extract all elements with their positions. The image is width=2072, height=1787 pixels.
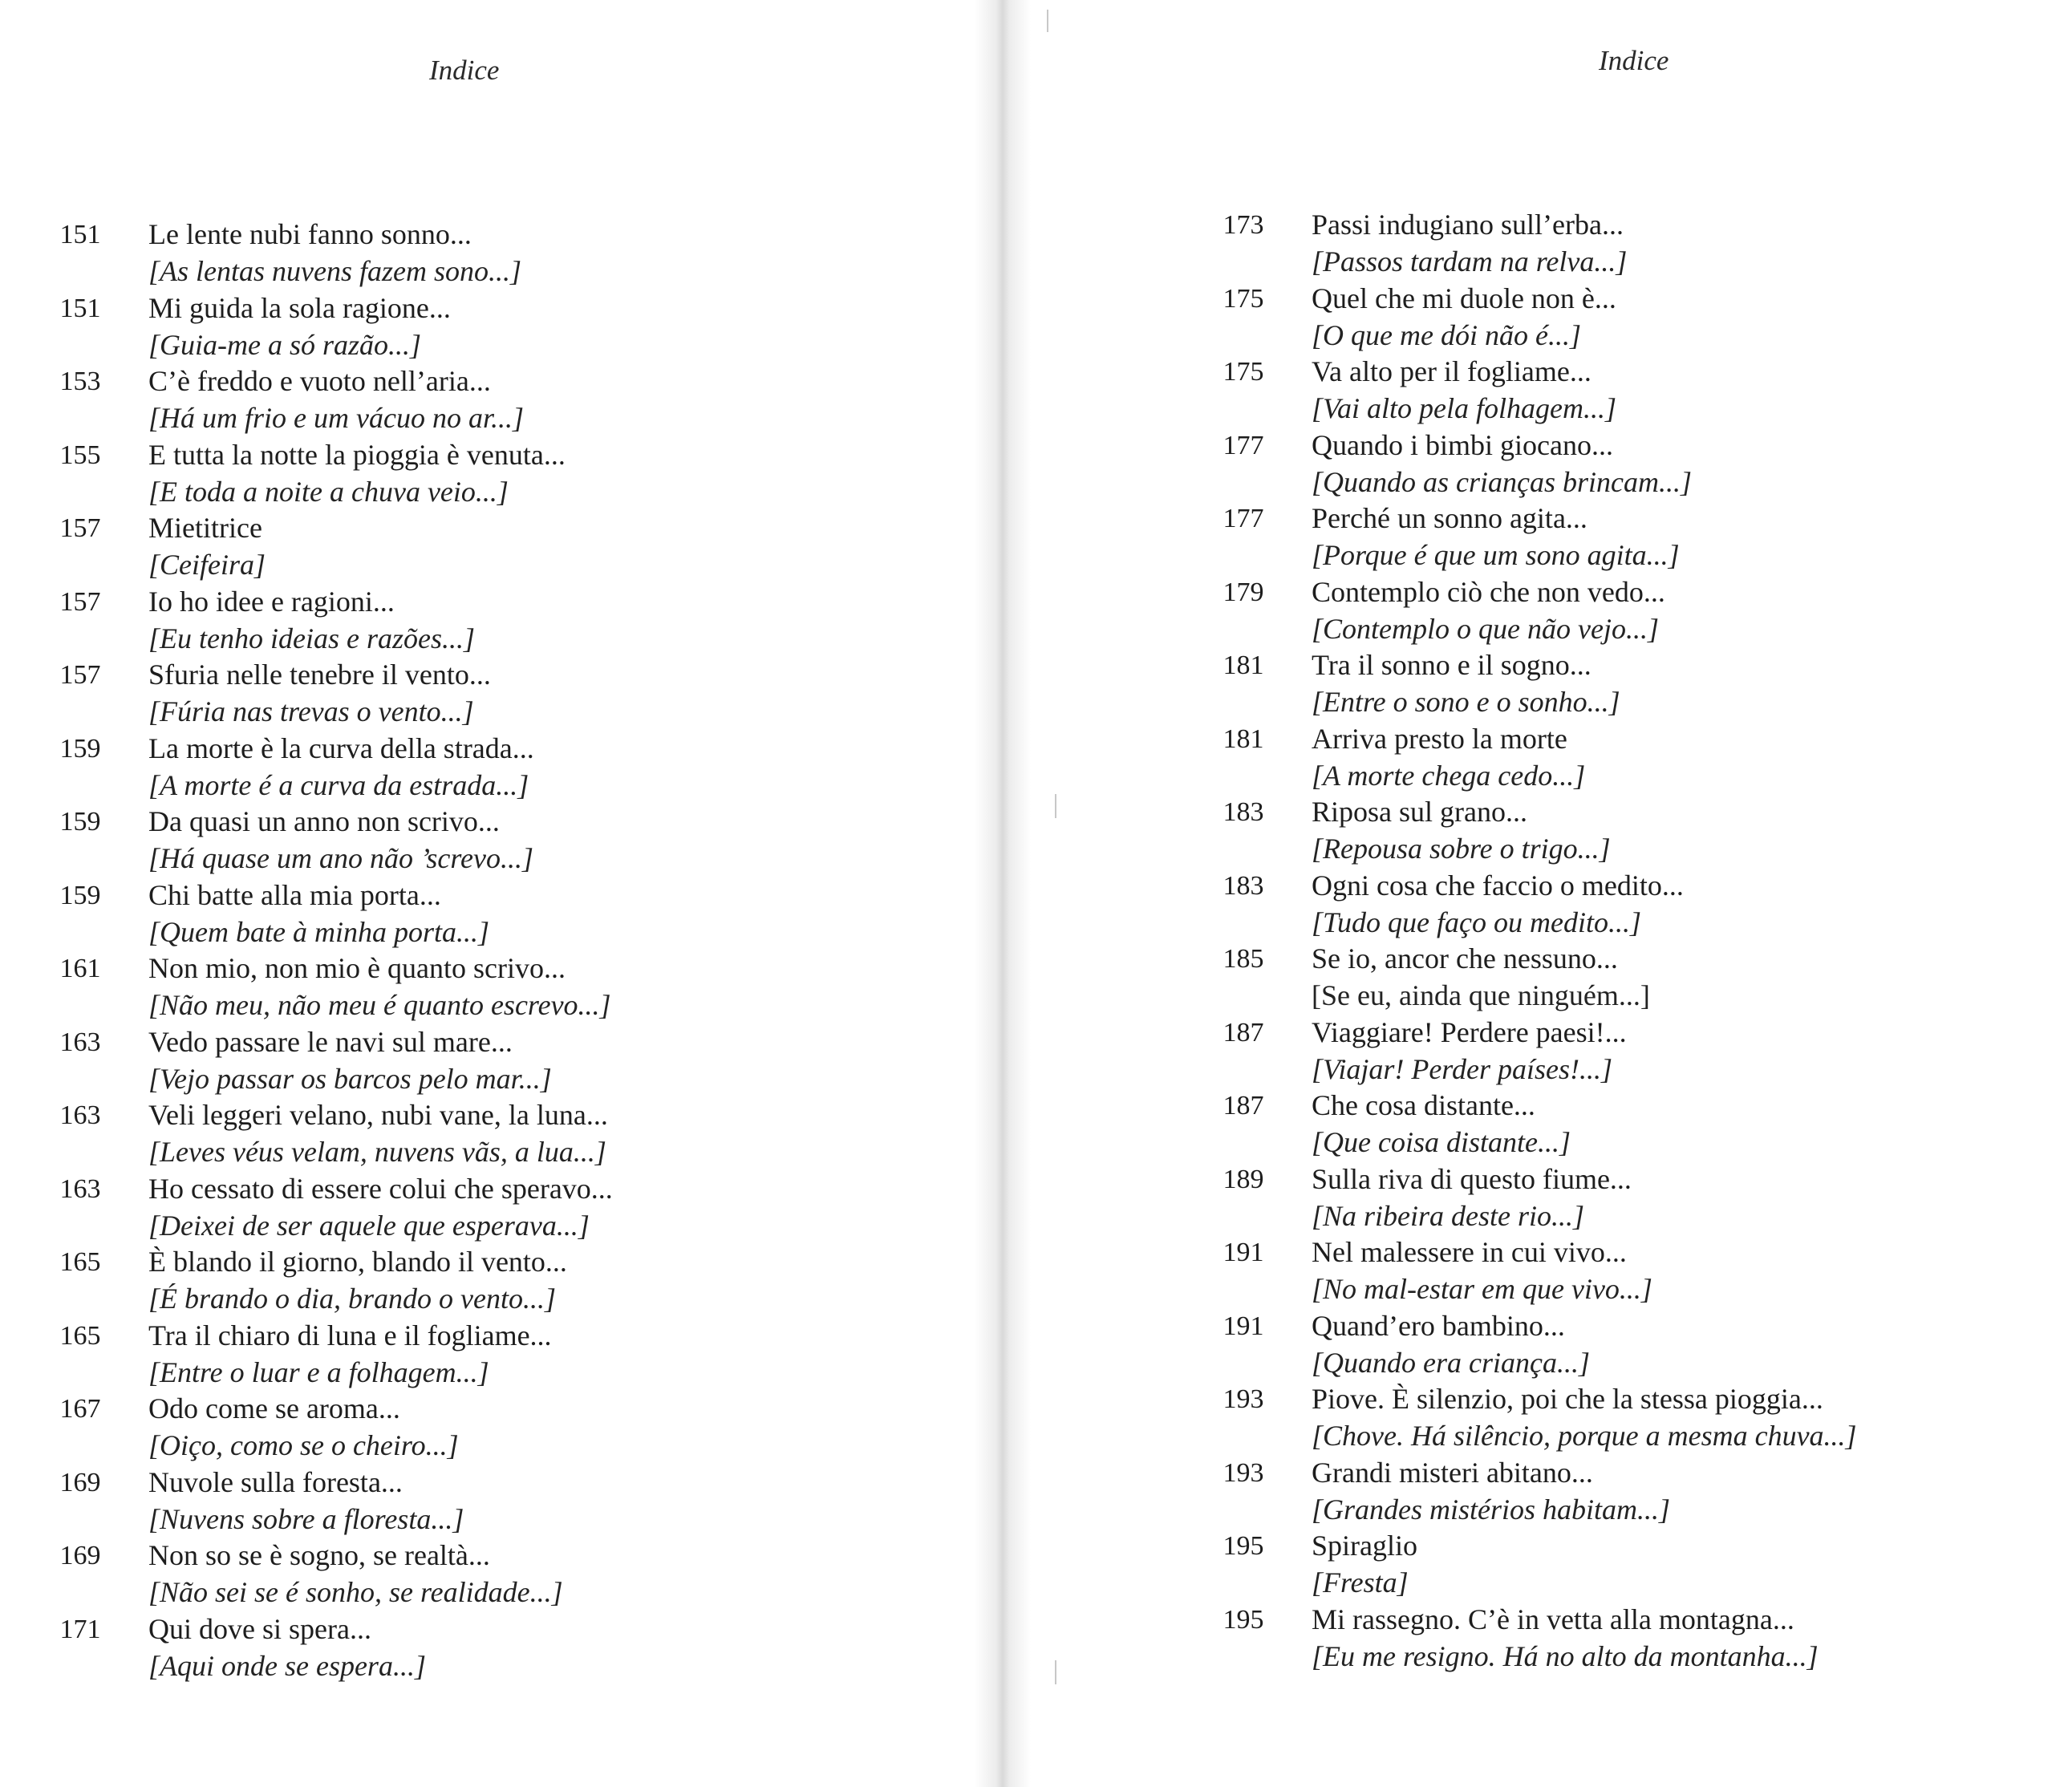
- italian-title: Mi guida la sola ragione...: [148, 291, 451, 324]
- portuguese-original: [Fúria nas trevas o vento...]: [148, 695, 474, 727]
- italian-title: Ogni cosa che faccio o medito...: [1312, 869, 1684, 902]
- portuguese-original: [Entre o luar e a folhagem...]: [148, 1355, 489, 1388]
- page-number: 167: [59, 1394, 101, 1424]
- italian-title: Che cosa distante...: [1312, 1089, 1535, 1121]
- portuguese-original: [Ceifeira]: [148, 549, 266, 581]
- italian-title: Quand’ero bambino...: [1312, 1309, 1565, 1342]
- portuguese-original: [Aqui onde se espera...]: [148, 1649, 426, 1682]
- page-number: 191: [1223, 1238, 1264, 1267]
- italian-title: Tra il chiaro di luna e il fogliame...: [148, 1319, 552, 1351]
- page-number: 159: [59, 733, 101, 764]
- italian-title: Le lente nubi fanno sonno...: [148, 218, 472, 250]
- italian-title: Riposa sul grano...: [1312, 796, 1527, 828]
- portuguese-original: [Fresta]: [1312, 1566, 1409, 1599]
- page-number: 181: [1223, 650, 1264, 680]
- page-number: 159: [59, 880, 101, 910]
- portuguese-original: [Porque é que um sono agita...]: [1312, 539, 1680, 571]
- portuguese-original: [Oiço, como se o cheiro...]: [148, 1429, 459, 1461]
- page-number: 155: [59, 440, 101, 470]
- italian-title: Nuvole sulla foresta...: [148, 1465, 403, 1498]
- portuguese-original: [Entre o sono e o sonho...]: [1312, 686, 1620, 718]
- page-number: 151: [59, 220, 101, 249]
- book-gutter: [975, 0, 1031, 1787]
- portuguese-original: [Eu tenho ideias e razões...]: [148, 622, 475, 654]
- italian-title: Passi indugiano sull’erba...: [1312, 209, 1624, 241]
- page-number: 169: [59, 1541, 101, 1570]
- portuguese-original: [Quando era criança...]: [1312, 1346, 1590, 1379]
- italian-title: Contemplo ciò che non vedo...: [1312, 575, 1665, 608]
- italian-title: Veli leggeri velano, nubi vane, la luna...: [148, 1099, 608, 1131]
- page-number: 175: [1223, 357, 1264, 387]
- italian-title: Nel malessere in cui vivo...: [1312, 1236, 1627, 1268]
- portuguese-original: [Quem bate à minha porta...]: [148, 915, 489, 948]
- page-number: 151: [59, 293, 101, 323]
- page-number: 195: [1223, 1531, 1264, 1561]
- portuguese-original: [A morte é a curva da estrada...]: [148, 768, 529, 801]
- page-number: 163: [59, 1100, 101, 1130]
- page-number: 163: [59, 1027, 101, 1057]
- italian-title: Non so se è sogno, se realtà...: [148, 1539, 490, 1571]
- italian-title: Odo come se aroma...: [148, 1392, 400, 1424]
- italian-title: È blando il giorno, blando il vento...: [148, 1246, 567, 1278]
- left-running-head: Indice: [429, 55, 500, 86]
- portuguese-original: [Não meu, não meu é quanto escrevo...]: [148, 989, 611, 1021]
- portuguese-original: [Grandes mistérios habitam...]: [1312, 1493, 1671, 1526]
- italian-title: Io ho idee e ragioni...: [148, 585, 395, 618]
- portuguese-original: [Nuvens sobre a floresta...]: [148, 1502, 464, 1535]
- portuguese-original: [Vai alto pela folhagem...]: [1312, 392, 1616, 424]
- italian-title: Non mio, non mio è quanto scrivo...: [148, 952, 566, 984]
- italian-title: Da quasi un anno non scrivo...: [148, 805, 500, 837]
- italian-title: Quando i bimbi giocano...: [1312, 428, 1613, 461]
- portuguese-original: [Vejo passar os barcos pelo mar...]: [148, 1062, 552, 1095]
- page-number: 157: [59, 660, 101, 690]
- portuguese-original: [Não sei se é sonho, se realidade...]: [148, 1576, 563, 1608]
- page-number: 177: [1223, 504, 1264, 533]
- italian-title: Se io, ancor che nessuno...: [1312, 942, 1618, 975]
- page-number: 181: [1223, 723, 1264, 754]
- italian-title: Sfuria nelle tenebre il vento...: [148, 658, 491, 691]
- italian-title: Grandi misteri abitano...: [1312, 1456, 1593, 1489]
- portuguese-original: [O que me dói não é...]: [1312, 318, 1581, 351]
- page-number: 175: [1223, 283, 1264, 314]
- page-number: 159: [59, 807, 101, 837]
- right-page: [1031, 0, 2072, 1787]
- portuguese-original: [Tudo que faço ou medito...]: [1312, 906, 1641, 938]
- page-number: 169: [59, 1467, 101, 1497]
- portuguese-original: [No mal-estar em que vivo...]: [1312, 1273, 1652, 1305]
- page-number: 187: [1223, 1017, 1264, 1047]
- page-number: 187: [1223, 1091, 1264, 1120]
- portuguese-original: [Repousa sobre o trigo...]: [1312, 833, 1611, 865]
- portuguese-original: [Na ribeira deste rio...]: [1312, 1199, 1585, 1232]
- italian-title: Va alto per il fogliame...: [1312, 355, 1592, 387]
- page-number: 183: [1223, 797, 1264, 827]
- portuguese-original: [Se eu, ainda que ninguém...]: [1312, 979, 1650, 1011]
- italian-title: Viaggiare! Perdere paesi!...: [1312, 1015, 1627, 1048]
- portuguese-original: [Quando as crianças brincam...]: [1312, 465, 1692, 498]
- italian-title: Vedo passare le navi sul mare...: [148, 1025, 513, 1058]
- italian-title: La morte è la curva della strada...: [148, 731, 534, 764]
- italian-title: E tutta la notte la pioggia è venuta...: [148, 438, 566, 471]
- page-number: 185: [1223, 944, 1264, 974]
- italian-title: Spiraglio: [1312, 1530, 1417, 1562]
- italian-title: Qui dove si spera...: [148, 1612, 371, 1645]
- italian-title: Tra il sonno e il sogno...: [1312, 649, 1592, 681]
- right-running-head: Indice: [1599, 45, 1669, 76]
- page-number: 195: [1223, 1604, 1264, 1635]
- page-number: 173: [1223, 210, 1264, 240]
- italian-title: Arriva presto la morte: [1312, 722, 1567, 755]
- portuguese-original: [Viajar! Perder países!...]: [1312, 1052, 1612, 1085]
- italian-title: Ho cessato di essere colui che speravo...: [148, 1172, 613, 1205]
- portuguese-original: [Chove. Há silêncio, porque a mesma chuva...]: [1312, 1420, 1857, 1452]
- portuguese-original: [Contemplo o que não vejo...]: [1312, 612, 1659, 645]
- page-number: 157: [59, 586, 101, 617]
- paper-speck: [1055, 794, 1056, 818]
- page-number: 183: [1223, 870, 1264, 901]
- italian-title: Quel che mi duole non è...: [1312, 282, 1616, 314]
- portuguese-original: [Guia-me a só razão...]: [148, 328, 422, 361]
- page-number: 165: [59, 1320, 101, 1351]
- page-number: 191: [1223, 1311, 1264, 1341]
- portuguese-original: [As lentas nuvens fazem sono...]: [148, 255, 521, 287]
- page-number: 193: [1223, 1384, 1264, 1414]
- page-number: 153: [59, 367, 101, 396]
- portuguese-original: [Eu me resigno. Há no alto da montanha...]: [1312, 1639, 1819, 1672]
- paper-speck: [1047, 10, 1048, 32]
- italian-title: Perché un sonno agita...: [1312, 502, 1587, 534]
- paper-speck: [1055, 1660, 1056, 1684]
- page-number: 163: [59, 1173, 101, 1204]
- page-number: 177: [1223, 430, 1264, 460]
- page-number: 165: [59, 1247, 101, 1277]
- page-number: 189: [1223, 1164, 1264, 1194]
- italian-title: Mietitrice: [148, 512, 262, 544]
- portuguese-original: [Passos tardam na relva...]: [1312, 245, 1628, 278]
- page-number: 179: [1223, 577, 1264, 607]
- page-number: 171: [59, 1614, 101, 1644]
- portuguese-original: [Que coisa distante...]: [1312, 1126, 1571, 1158]
- portuguese-original: [Leves véus velam, nuvens vãs, a lua...]: [148, 1136, 606, 1168]
- portuguese-original: [É brando o dia, brando o vento...]: [148, 1283, 556, 1315]
- portuguese-original: [E toda a noite a chuva veio...]: [148, 475, 509, 508]
- page-number: 193: [1223, 1457, 1264, 1488]
- portuguese-original: [Deixei de ser aquele que esperava...]: [148, 1209, 590, 1242]
- italian-title: C’è freddo e vuoto nell’aria...: [148, 365, 491, 397]
- italian-title: Mi rassegno. C’è in vetta alla montagna...: [1312, 1603, 1794, 1635]
- portuguese-original: [Há um frio e um vácuo no ar...]: [148, 402, 524, 434]
- left-page: [0, 0, 975, 1787]
- italian-title: Piove. È silenzio, poi che la stessa pioggia...: [1312, 1383, 1823, 1415]
- italian-title: Sulla riva di questo fiume...: [1312, 1162, 1632, 1195]
- portuguese-original: [A morte chega cedo...]: [1312, 759, 1586, 792]
- page-number: 161: [59, 954, 101, 983]
- page-number: 157: [59, 513, 101, 543]
- portuguese-original: [Há quase um ano não ’screvo...]: [148, 842, 533, 874]
- italian-title: Chi batte alla mia porta...: [148, 878, 441, 911]
